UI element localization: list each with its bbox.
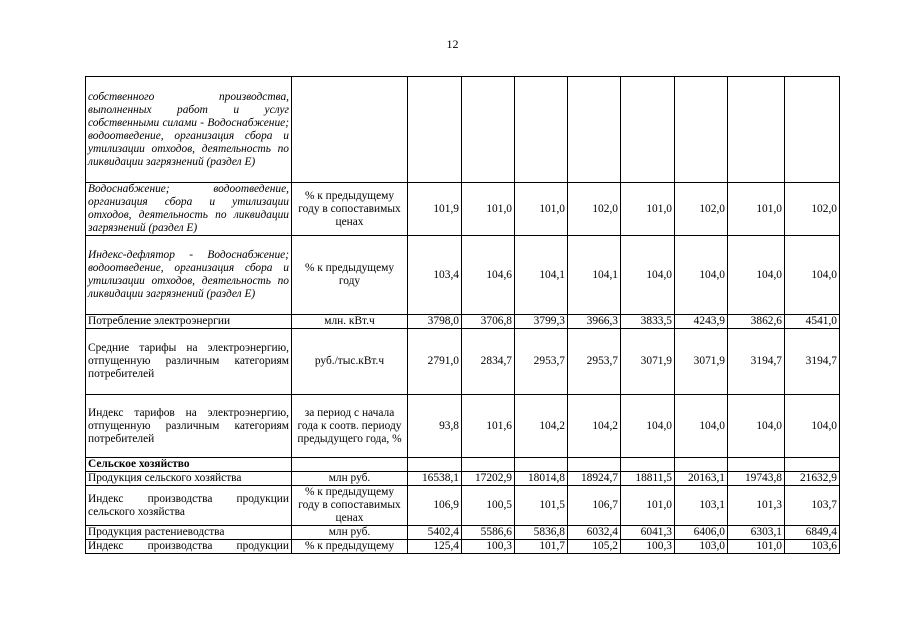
value-cell: 6849,4 xyxy=(785,526,840,540)
table-row xyxy=(86,236,840,315)
empty-cell xyxy=(675,458,728,472)
value-cell: 100,5 xyxy=(462,486,515,526)
value-cell: 4243,9 xyxy=(675,315,728,329)
value-cell: 3194,7 xyxy=(785,329,840,395)
empty-cell xyxy=(408,458,462,472)
value-cell: 104,0 xyxy=(785,236,840,315)
value-cell: 101,0 xyxy=(728,183,785,236)
value-cell: 3071,9 xyxy=(675,329,728,395)
value-cell: 101,5 xyxy=(515,486,568,526)
value-cell: 101,9 xyxy=(408,183,462,236)
value-cell: 125,4 xyxy=(408,540,462,554)
value-cell: 18924,7 xyxy=(568,472,621,486)
page-number: 12 xyxy=(446,37,459,51)
row-name: Индекс производства продукции xyxy=(86,540,292,554)
empty-cell xyxy=(462,458,515,472)
value-cell: 104,0 xyxy=(675,236,728,315)
value-cell xyxy=(621,77,675,183)
value-cell: 104,2 xyxy=(515,395,568,458)
value-cell: 3799,3 xyxy=(515,315,568,329)
section-title: Сельское хозяйство xyxy=(86,458,292,472)
row-name: Водоснабжение; водоотведение, организация сбора и утилизации отходов, деятельность по ликвидации загрязнений (раздел E) xyxy=(86,183,292,236)
row-name: Продукция сельского хозяйства xyxy=(86,472,292,486)
row-name: Индекс производства продукции сельского хозяйства xyxy=(86,486,292,526)
empty-cell xyxy=(621,458,675,472)
value-cell: 101,0 xyxy=(621,486,675,526)
table-row xyxy=(86,472,840,486)
value-cell: 101,0 xyxy=(728,540,785,554)
value-cell: 4541,0 xyxy=(785,315,840,329)
value-cell: 106,7 xyxy=(568,486,621,526)
row-name: собственного производства, выполненных работ и услуг собственными силами - Водоснабжение; водоотведение, организация сбора и утилизации отходов, деятельность по ликвидации загрязнений (раздел E) xyxy=(86,77,292,183)
row-unit: млн. кВт.ч xyxy=(292,315,408,329)
row-unit: % к предыдущему году в сопоставимых ценах xyxy=(292,486,408,526)
value-cell xyxy=(675,77,728,183)
table-row xyxy=(86,77,840,183)
value-cell: 104,1 xyxy=(515,236,568,315)
value-cell xyxy=(408,77,462,183)
row-unit: % к предыдущему xyxy=(292,540,408,554)
value-cell: 102,0 xyxy=(568,183,621,236)
value-cell: 101,3 xyxy=(728,486,785,526)
value-cell: 104,0 xyxy=(728,236,785,315)
row-name: Индекс тарифов на электроэнергию, отпущенную различным категориям потребителей xyxy=(86,395,292,458)
empty-cell xyxy=(515,458,568,472)
empty-cell xyxy=(568,458,621,472)
value-cell: 105,2 xyxy=(568,540,621,554)
value-cell: 6406,0 xyxy=(675,526,728,540)
value-cell: 104,0 xyxy=(675,395,728,458)
row-name: Индекс-дефлятор - Водоснабжение; водоотведение, организация сбора и утилизации отходов, деятельность по ликвидации загрязнений (раздел E) xyxy=(86,236,292,315)
value-cell: 2953,7 xyxy=(568,329,621,395)
value-cell: 104,1 xyxy=(568,236,621,315)
value-cell: 104,0 xyxy=(621,395,675,458)
value-cell: 21632,9 xyxy=(785,472,840,486)
value-cell: 100,3 xyxy=(621,540,675,554)
value-cell: 104,0 xyxy=(621,236,675,315)
value-cell: 18014,8 xyxy=(515,472,568,486)
value-cell: 17202,9 xyxy=(462,472,515,486)
value-cell: 103,1 xyxy=(675,486,728,526)
table-row xyxy=(86,315,840,329)
value-cell: 101,0 xyxy=(462,183,515,236)
value-cell xyxy=(785,77,840,183)
value-cell: 103,6 xyxy=(785,540,840,554)
value-cell: 101,0 xyxy=(621,183,675,236)
value-cell: 3798,0 xyxy=(408,315,462,329)
value-cell: 100,3 xyxy=(462,540,515,554)
table-row xyxy=(86,183,840,236)
table-row xyxy=(86,526,840,540)
value-cell: 103,0 xyxy=(675,540,728,554)
row-name: Средние тарифы на электроэнергию, отпущенную различным категориям потребителей xyxy=(86,329,292,395)
value-cell: 103,7 xyxy=(785,486,840,526)
value-cell: 101,7 xyxy=(515,540,568,554)
value-cell: 101,6 xyxy=(462,395,515,458)
value-cell: 18811,5 xyxy=(621,472,675,486)
value-cell: 104,6 xyxy=(462,236,515,315)
value-cell: 104,2 xyxy=(568,395,621,458)
row-unit: млн руб. xyxy=(292,472,408,486)
empty-cell xyxy=(728,458,785,472)
indicators-table xyxy=(85,76,840,554)
value-cell: 3862,6 xyxy=(728,315,785,329)
value-cell xyxy=(568,77,621,183)
value-cell: 6032,4 xyxy=(568,526,621,540)
value-cell: 3706,8 xyxy=(462,315,515,329)
value-cell xyxy=(728,77,785,183)
section-row xyxy=(86,458,840,472)
value-cell: 6041,3 xyxy=(621,526,675,540)
row-unit: руб./тыс.кВт.ч xyxy=(292,329,408,395)
row-name: Потребление электроэнергии xyxy=(86,315,292,329)
value-cell: 5402,4 xyxy=(408,526,462,540)
value-cell: 106,9 xyxy=(408,486,462,526)
value-cell: 19743,8 xyxy=(728,472,785,486)
row-unit: % к предыдущему году в сопоставимых ценах xyxy=(292,183,408,236)
empty-cell xyxy=(292,458,408,472)
table-row xyxy=(86,486,840,526)
row-unit: % к предыдущему году xyxy=(292,236,408,315)
row-unit: млн руб. xyxy=(292,526,408,540)
value-cell: 6303,1 xyxy=(728,526,785,540)
value-cell: 101,0 xyxy=(515,183,568,236)
value-cell xyxy=(462,77,515,183)
table-row xyxy=(86,329,840,395)
empty-cell xyxy=(785,458,840,472)
value-cell: 104,0 xyxy=(785,395,840,458)
value-cell: 20163,1 xyxy=(675,472,728,486)
value-cell: 2791,0 xyxy=(408,329,462,395)
value-cell: 5836,8 xyxy=(515,526,568,540)
value-cell: 102,0 xyxy=(675,183,728,236)
value-cell: 3966,3 xyxy=(568,315,621,329)
value-cell: 5586,6 xyxy=(462,526,515,540)
row-unit: за период с начала года к соотв. периоду предыдущего года, % xyxy=(292,395,408,458)
row-unit xyxy=(292,77,408,183)
value-cell: 3194,7 xyxy=(728,329,785,395)
table-row xyxy=(86,540,840,554)
value-cell: 16538,1 xyxy=(408,472,462,486)
value-cell: 93,8 xyxy=(408,395,462,458)
value-cell: 103,4 xyxy=(408,236,462,315)
value-cell xyxy=(515,77,568,183)
value-cell: 102,0 xyxy=(785,183,840,236)
row-name: Продукция растениеводства xyxy=(86,526,292,540)
table-row xyxy=(86,395,840,458)
value-cell: 104,0 xyxy=(728,395,785,458)
value-cell: 3833,5 xyxy=(621,315,675,329)
value-cell: 2834,7 xyxy=(462,329,515,395)
value-cell: 2953,7 xyxy=(515,329,568,395)
value-cell: 3071,9 xyxy=(621,329,675,395)
